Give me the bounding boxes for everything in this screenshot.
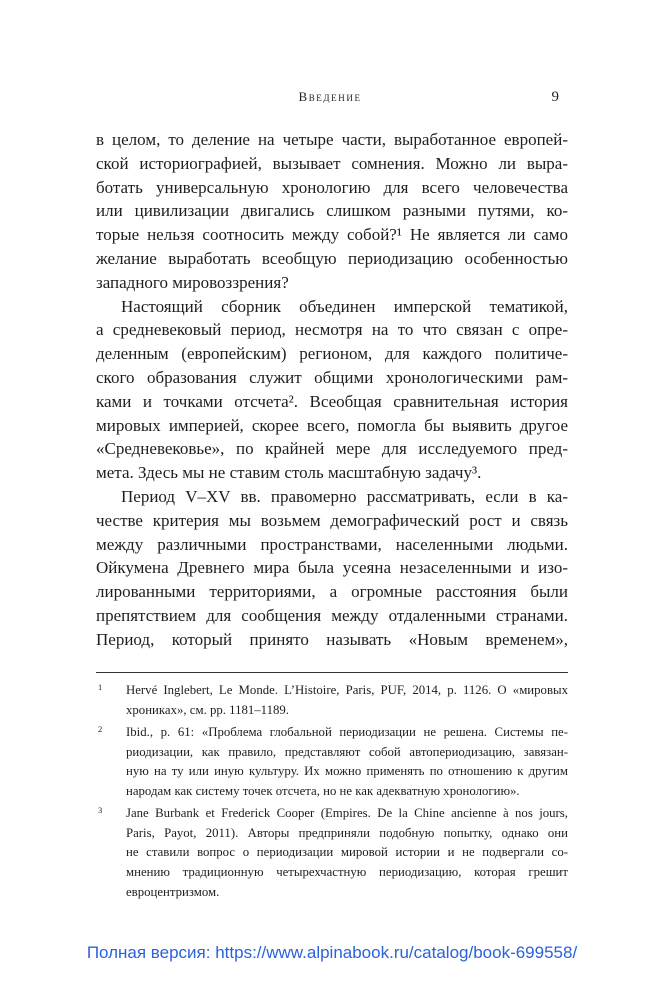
body-text-line: Ойкумена Древнего мира была усеяна незаселенными и изо-	[96, 558, 568, 578]
body-text-line: мировых империей, скорее всего, помогла бы выявить другое	[96, 415, 568, 435]
body-text-line: Период, который принято называть «Новым временем»,	[96, 629, 568, 649]
body-text-line: между различными пространствами, населенными людьми.	[96, 534, 568, 554]
body-text-line: в целом, то деление на четыре части, выработанное европей-	[96, 130, 568, 149]
footnote-text-line: народам как систему точек отсчета, но не как адекватную хронологию».	[126, 783, 520, 798]
footnote-text-line: мнению традиционную четырехчастную периодизацию, которая грешит	[126, 864, 568, 879]
footnotes	[96, 681, 568, 902]
footnote-text-line: Paris, Payot, 2011). Авторы предприняли подобную попытку, однако они	[126, 825, 568, 840]
body-text-line: ского образования служит общими хронологическими рам-	[96, 367, 568, 387]
footnote-text-line: евроцентризмом.	[126, 884, 220, 899]
footnote-text-line: риодизации, как правило, представляют собой автопериодизацию, завязан-	[126, 744, 568, 759]
body-text-line: а средневековый период, несмотря на то что связан с опре-	[96, 320, 568, 340]
page-number: 9	[551, 89, 559, 105]
footnote-text-line: Jane Burbank et Frederick Cooper (Empires. De la Chine ancienne à nos jours,	[126, 806, 568, 821]
body-text-line: ками и точками отсчета². Всеобщая сравнительная история	[96, 391, 568, 411]
full-version-link[interactable]	[0, 942, 664, 964]
body-text-line: или цивилизации двигались слишком разными путями, ко-	[96, 201, 568, 221]
body-text-line: ской историографией, вызывает сомнения. Можно ли выра-	[96, 153, 568, 173]
body-text-line: Период V–XV вв. правомерно рассматривать, если в ка-	[121, 486, 568, 506]
body-text-line: ботать универсальную хронологию для всего человечества	[96, 177, 568, 197]
footnote	[96, 804, 568, 902]
footnote-text-line: Ibid., p. 61: «Проблема глобальной периодизации не решена. Системы пе-	[126, 724, 568, 739]
footnote	[96, 681, 568, 720]
footnote-number: 2	[98, 723, 103, 734]
paragraph	[96, 128, 568, 295]
footnote-text-line: ную на ту или иную культуру. Их можно применять по отношению к другим	[126, 764, 568, 779]
body-text-line: препятствием для сообщения между отдаленными странами.	[96, 605, 568, 625]
body-text-line: честве критерия мы возьмем демографический рост и связь	[96, 510, 568, 530]
footnote-number: 1	[98, 682, 103, 692]
body-text-line: мета. Здесь мы не ставим столь масштабную задачу³.	[96, 463, 482, 483]
body-text-line: торые нельзя соотносить между собой?¹ Не является ли само	[96, 225, 568, 245]
running-header-title: Введение	[298, 89, 362, 104]
footnote-text-line: Hervé Inglebert, Le Monde. L’Histoire, Paris, PUF, 2014, p. 1126. О «мировых	[126, 683, 568, 697]
full-version-url: https://www.alpinabook.ru/catalog/book-699558/	[215, 943, 578, 962]
body-text-line: Настоящий сборник объединен имперской тематикой,	[121, 296, 568, 316]
footnote-number: 3	[98, 805, 103, 816]
body-text-line: деленным (европейским) регионом, для каждого политиче-	[96, 344, 568, 364]
full-version-label: Полная версия:	[86, 943, 211, 962]
body-text-line: лированными территориями, а огромные расстояния были	[96, 582, 568, 602]
paragraph	[96, 485, 568, 652]
footnote	[96, 723, 568, 801]
body-text-line: «Средневековье», по крайней мере для исследуемого пред-	[96, 439, 568, 459]
body-text-line: западного мировоззрения?	[96, 272, 289, 292]
body-text-line: желание выработать всеобщую периодизацию особенностью	[96, 248, 568, 268]
footnote-text-line: не ставили вопрос о периодизации мировой истории и не подвергали со-	[126, 845, 568, 860]
main-text	[96, 128, 568, 652]
footnote-text-line: хрониках», см. pp. 1181–1189.	[126, 702, 289, 717]
paragraph	[96, 295, 568, 485]
footnote-separator-rule	[96, 672, 568, 673]
